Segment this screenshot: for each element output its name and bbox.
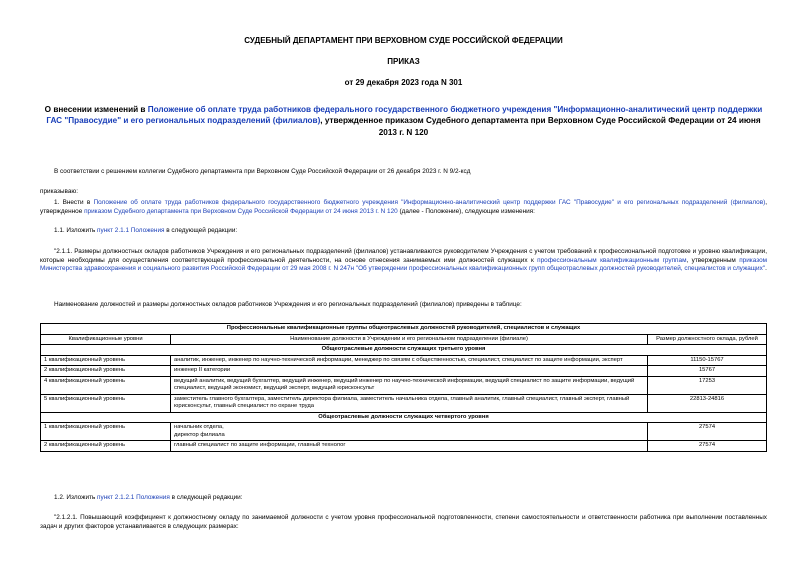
position-line: начальник отдела, [174, 424, 224, 431]
qualification-groups-link[interactable]: профессиональным квалификационным группам [537, 256, 687, 264]
level-cell: 2 квалификационный уровень [41, 366, 171, 377]
table-intro-paragraph: Наименование должностей и размеры должностных окладов работников Учреждения и его региональных подразделений (филиалов) приведены в таблице: [54, 301, 522, 308]
table-row [41, 394, 767, 412]
doc-type-heading: ПРИКАЗ [387, 57, 420, 66]
position-cell: заместитель главного бухгалтера, заместитель директора филиала, заместитель начальника отдела, главный аналитик, главный специалист, главный эксперт, главный юрисконсульт, главный специалист по охране труда [171, 394, 648, 412]
salary-cell: 27574 [648, 423, 767, 441]
item-1-mid: , утвержденное [40, 199, 768, 215]
salary-table [40, 323, 767, 452]
group-title: Общеотраслевые должности служащих третьего уровня [41, 345, 767, 356]
preamble-paragraph: В соответствии с решением коллегии Судебного департамента при Верховном Суде Российской Федерации от 26 декабря 2023 г. N 9/2-ксд [54, 168, 471, 175]
item-1-1-paragraph [40, 227, 767, 236]
group-row [41, 345, 767, 356]
group-title: Общеотраслевые должности служащих четвертого уровня [41, 412, 767, 423]
level-cell: 5 квалификационный уровень [41, 394, 171, 412]
document-title [40, 104, 767, 138]
column-header-position: Наименование должности в Учреждении и его региональном подразделении (филиале) [171, 334, 648, 345]
order-word: приказываю: [40, 188, 78, 195]
clause-2-1-1-suffix: . [765, 265, 767, 273]
title-regulation-link[interactable]: Положение об оплате труда работников федерального государственного бюджетного учреждения "Информационно-аналитический центр поддержки ГАС "Правосудие" и его региональных подразделений (филиалов) [46, 105, 763, 126]
position-cell: аналитик, инженер, инженер по научно-технической информации, менеджер по связям с общественностью, специалист, специалист по защите информации, эксперт [171, 355, 648, 366]
salary-cell: 17253 [648, 376, 767, 394]
table-header-row [41, 334, 767, 345]
department-heading: СУДЕБНЫЙ ДЕПАРТАМЕНТ ПРИ ВЕРХОВНОМ СУДЕ РОССИЙСКОЙ ФЕДЕРАЦИИ [244, 36, 563, 45]
clause-2-1-1-text [40, 248, 767, 274]
salary-cell: 15767 [648, 366, 767, 377]
position-cell [171, 423, 648, 441]
clause-2-1-1-mid: , утвержденным [686, 256, 740, 264]
table-row [41, 366, 767, 377]
item-1-suffix: (далее - Положение), следующие изменения: [397, 207, 535, 215]
clause-2-1-2-1-text: "2.1.2.1. Повышающий коэффициент к должностному окладу по занимаемой должности с учетом уровня профессиональной подготовленности, степени самостоятельности и ответственности работника при выполнении поставленных задач и других факторов устанавливается в следующих размерах: [40, 514, 767, 530]
level-cell: 4 квалификационный уровень [41, 376, 171, 394]
clause-2-1-1-link[interactable]: пункт 2.1.1 Положения [97, 227, 165, 234]
level-cell: 1 квалификационный уровень [41, 355, 171, 366]
item-1-prefix: 1. Внести в [54, 199, 94, 206]
position-line: директор филиала [174, 431, 225, 438]
level-cell: 2 квалификационный уровень [41, 441, 171, 452]
clause-2-1-2-1-link[interactable]: пункт 2.1.2.1 Положения [97, 494, 170, 501]
date-number-heading: от 29 декабря 2023 года N 301 [344, 78, 463, 87]
table-caption-row [41, 324, 767, 335]
level-cell: 1 квалификационный уровень [41, 423, 171, 441]
order-247n-link[interactable]: приказом Министерства здравоохранения и социального развития Российской Федерации от 29 мая 2008 г. N 247н "Об утверждении профессиональных квалификационных групп общеотраслевых должностей руководителей, специалистов и служащих" [40, 256, 768, 273]
item-1-paragraph [40, 199, 767, 216]
table-row [41, 355, 767, 366]
order-120-link[interactable]: приказом Судебного департамента при Верховном Суде Российской Федерации от 24 июня 2013 г. N 120 [84, 207, 398, 215]
group-row [41, 412, 767, 423]
table-caption: Профессиональные квалификационные группы общеотраслевых должностей руководителей, специалистов и служащих [41, 324, 767, 335]
title-suffix: , утвержденное приказом Судебного департамента при Верховном Суде Российской Федерации от 24 июня 2013 г. N 120 [320, 116, 761, 137]
column-header-salary: Размер должностного оклада, рублей [648, 334, 767, 345]
position-cell: инженер II категории [171, 366, 648, 377]
table-row [41, 423, 767, 441]
clause-2-1-1-prefix: "2.1.1. Размеры должностных окладов работников Учреждения и его региональных подразделений (филиалов) устанавливаются руководителем Учреждения с учетом требований к профессиональной подготовке и уровню квалификации, которые необходимы для осуществления соответствующей профессиональной деятельности, на основе отнесения занимаемых ими должностей служащих к [40, 248, 767, 264]
regulation-link[interactable]: Положение об оплате труда работников федерального государственного бюджетного учреждения "Информационно-аналитический центр поддержки ГАС "Правосудие" и его региональных подразделений (филиалов) [93, 199, 766, 206]
item-1-2-prefix: 1.2. Изложить [54, 494, 98, 501]
item-1-2-paragraph [40, 494, 767, 503]
title-prefix: О внесении изменений в [44, 105, 148, 114]
position-cell: главный специалист по защите информации, главный технолог [171, 441, 648, 452]
table-row [41, 376, 767, 394]
salary-cell: 27574 [648, 441, 767, 452]
salary-cell: 22813-24816 [648, 394, 767, 412]
salary-cell: 11150-15767 [648, 355, 767, 366]
table-row [41, 441, 767, 452]
item-1-1-prefix: 1.1. Изложить [54, 227, 98, 234]
item-1-2-suffix: в следующей редакции: [169, 494, 243, 501]
item-1-1-suffix: в следующей редакции: [164, 227, 238, 234]
position-cell: ведущий аналитик, ведущий бухгалтер, ведущий инженер, ведущий инженер по научно-технической информации, ведущий специалист по защите информации, ведущий специалист, ведущий экономист, ведущий эксперт, ведущий юрисконсульт [171, 376, 648, 394]
column-header-level: Квалификационные уровни [41, 334, 171, 345]
